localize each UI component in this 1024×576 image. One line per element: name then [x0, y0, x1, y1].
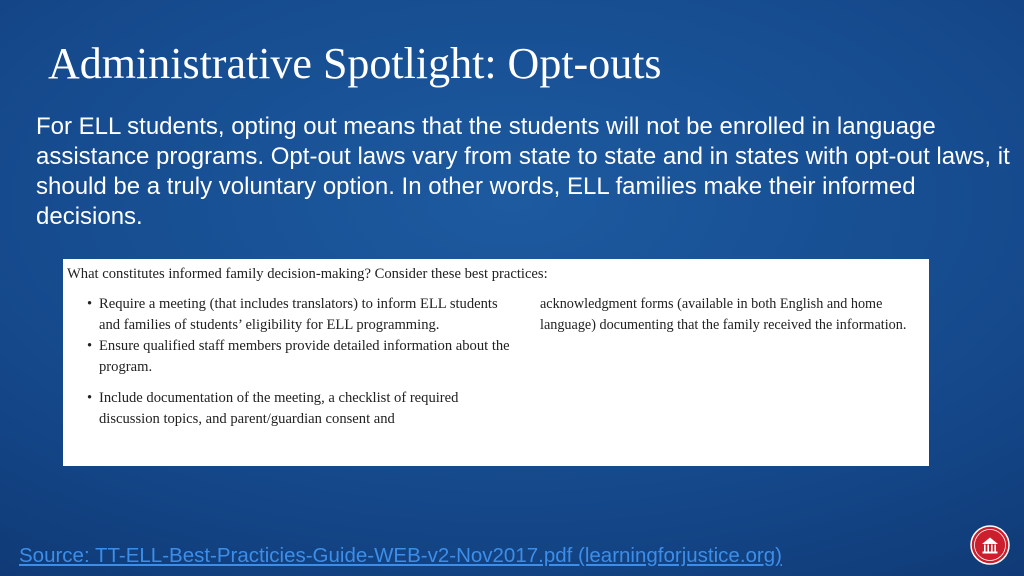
- excerpt-heading: What constitutes informed family decision-making? Consider these best practices:: [67, 266, 548, 282]
- list-item-text: Require a meeting (that includes translators) to inform ELL students and families of students’ eligibility for ELL programming.: [99, 296, 498, 333]
- list-item-text: Include documentation of the meeting, a checklist of required discussion topics, and parent/guardian consent and: [99, 390, 459, 427]
- body-paragraph: For ELL students, opting out means that the students will not be enrolled in language assistance programs. Opt-out laws vary from state to state and in states with opt-out laws, it should be a truly voluntary option. In other words, ELL families make their informed decisions.: [36, 113, 1010, 230]
- best-practices-list: [87, 294, 517, 430]
- list-item: [87, 294, 517, 336]
- bullet-icon: •: [87, 390, 93, 406]
- bullet-icon: •: [87, 338, 93, 354]
- slide-title: Administrative Spotlight: Opt-outs: [48, 39, 662, 88]
- list-item-continuation: acknowledgment forms (available in both English and home language) documenting that the family received the information.: [540, 296, 907, 333]
- university-seal-icon: [970, 525, 1010, 565]
- list-item: [87, 388, 517, 430]
- source-link[interactable]: Source: TT-ELL-Best-Practicies-Guide-WEB-v2-Nov2017.pdf (learningforjustice.org): [19, 544, 782, 567]
- best-practices-excerpt: [63, 259, 929, 466]
- bullet-icon: •: [87, 296, 93, 312]
- list-item: [87, 336, 517, 378]
- list-item-text: Ensure qualified staff members provide detailed information about the program.: [99, 338, 510, 375]
